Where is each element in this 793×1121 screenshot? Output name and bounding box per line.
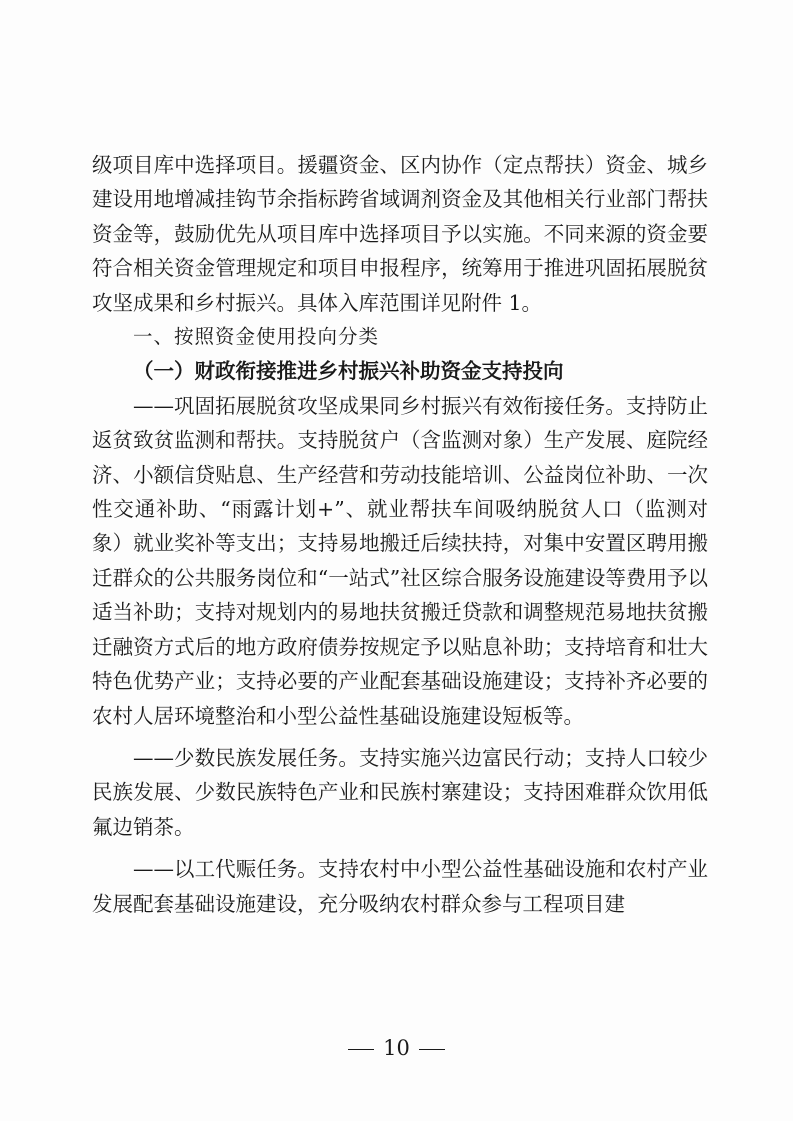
page-number-left-dash [348, 1049, 374, 1050]
page-number-footer [0, 1036, 793, 1060]
page-number-right-dash [419, 1049, 445, 1050]
page-number: 10 [383, 1036, 410, 1060]
page-body [92, 148, 708, 921]
paragraph-ethnic-minority-task: ——少数民族发展任务。支持实施兴边富民行动；支持人口较少民族发展、少数民族特色产业和民族村寨建设；支持困难群众饮用低氟边销茶。 [92, 745, 708, 839]
section-heading-1: 一、按照资金使用投向分类 [133, 325, 380, 349]
section-heading-2: （一）财政衔接推进乡村振兴补助资金支持投向 [133, 359, 564, 384]
paragraph-consolidation-task: ——巩固拓展脱贫攻坚成果同乡村振兴有效衔接任务。支持防止返贫致贫监测和帮扶。支持脱贫户（含监测对象）生产发展、庭院经济、小额信贷贴息、生产经营和劳动技能培训、公益岗位补助、一次性交通补助、“雨露计划+”、就业帮扶车间吸纳脱贫人口（监测对象）就业奖补等支出；支持易地搬迁后续扶持，对集中安置区聘用搬迁群众的公共服务岗位和“一站式”社区综合服务设施建设等费用予以适当补助；支持对规划内的易地扶贫搬迁贷款和调整规范易地扶贫搬迁融资方式后的地方政府债券按规定予以贴息补助；支持培育和壮大特色优势产业；支持必要的产业配套基础设施建设；支持补齐必要的农村人居环境整治和小型公益性基础设施建设短板等。 [92, 393, 708, 728]
paragraph-work-relief-task: ——以工代赈任务。支持农村中小型公益性基础设施和农村产业发展配套基础设施建设，充分吸纳农村群众参与工程项目建 [92, 857, 708, 916]
paragraph-continuation: 级项目库中选择项目。援疆资金、区内协作（定点帮扶）资金、城乡建设用地增减挂钩节余指标跨省域调剂资金及其他相关行业部门帮扶资金等，鼓励优先从项目库中选择项目予以实施。不同来源的资金要符合相关资金管理规定和项目申报程序，统筹用于推进巩固拓展脱贫攻坚成果和乡村振兴。具体入库范围详见附件 1。 [92, 153, 708, 315]
